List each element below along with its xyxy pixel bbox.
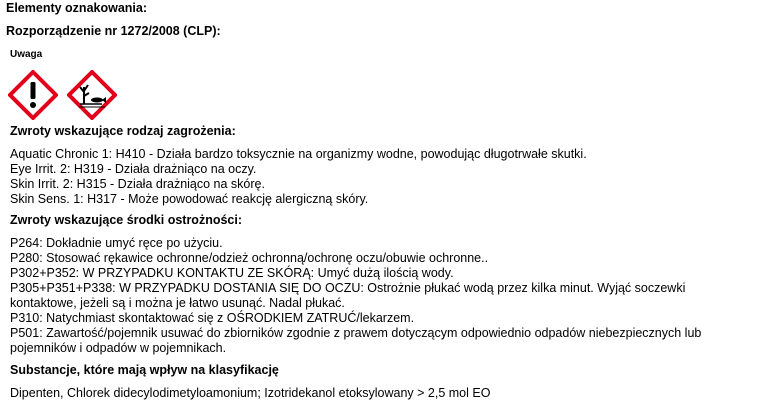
hazard-statement: Eye Irrit. 2: H319 - Działa drażniąco na oczy. (10, 162, 257, 176)
hazard-statement: Aquatic Chronic 1: H410 - Działa bardzo toksycznie na organizmy wodne, powodując długotrwałe skutki. (10, 147, 587, 161)
substances-heading: Substancje, które mają wpływ na klasyfikację (10, 363, 279, 377)
precaution-statement: P310: Natychmiast skontaktować się z OŚRODKIEM ZATRUĆ/lekarzem. (10, 311, 415, 325)
precaution-statement-continued: kontaktowe, jeżeli są i można je łatwo usunąć. Nadal płukać. (10, 296, 345, 310)
precaution-statement: P280: Stosować rękawice ochronne/odzież ochronną/ochronę oczu/obuwie ochronne.. (10, 251, 489, 265)
precaution-statement: P264: Dokładnie umyć ręce po użyciu. (10, 236, 223, 250)
precaution-heading: Zwroty wskazujące środki ostrożności: (10, 213, 243, 227)
exclamation-mark-pictogram (8, 70, 58, 120)
precaution-statement: P305+P351+P338: W PRZYPADKU DOSTANIA SIĘ DO OCZU: Ostrożnie płukać wodą przez kilka minut. Wyjąć soczewki (10, 281, 686, 295)
signal-word: Uwaga (10, 49, 43, 60)
precaution-statement-continued: pojemników i odpadów w pojemnikach. (10, 341, 227, 355)
hazard-statement: Skin Sens. 1: H317 - Może powodować reakcję alergiczną skóry. (10, 192, 369, 206)
hazard-statement: Skin Irrit. 2: H315 - Działa drażniąco na skórę. (10, 177, 265, 191)
substances-list: Dipenten, Chlorek didecylodimetyloamonium; Izotridekanol etoksylowany > 2,5 mol EO (10, 386, 491, 400)
precaution-statement: P501: Zawartość/pojemnik usuwać do zbiorników zgodnie z prawem dotyczącym odpowiednio odpadów niebezpiecznych lub (10, 326, 702, 340)
precaution-statement: P302+P352: W PRZYPADKU KONTAKTU ZE SKÓRĄ: Umyć dużą ilością wody. (10, 266, 454, 280)
regulation-heading: Rozporządzenie nr 1272/2008 (CLP): (6, 24, 221, 38)
hazard-heading: Zwroty wskazujące rodzaj zagrożenia: (10, 124, 236, 138)
section-title: Elementy oznakowania: (6, 1, 148, 15)
environment-pictogram (67, 70, 117, 120)
